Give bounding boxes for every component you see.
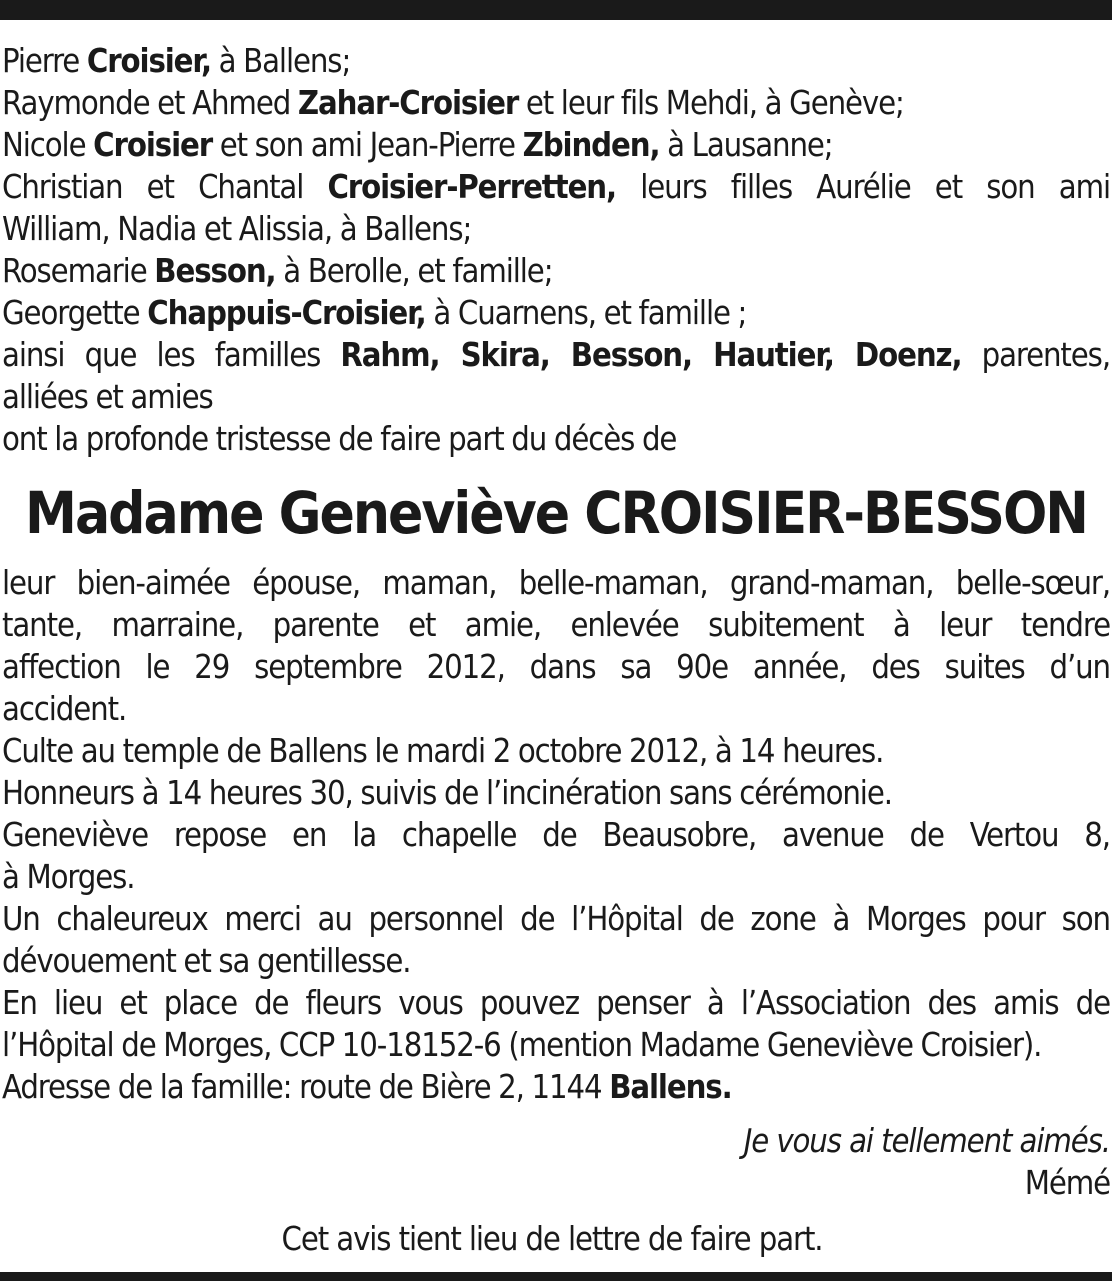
bottom-border-rule: [0, 1272, 1112, 1281]
text-run: Culte au temple de Ballens le mardi 2 octobre 2012, à 14 heures.: [2, 732, 884, 770]
bold-name: Rahm, Skira, Besson, Hautier, Doenz,: [340, 336, 962, 374]
quote-text: Je vous ai tellement aimés.: [743, 1122, 1110, 1160]
text-run: ainsi que les familles: [2, 336, 341, 374]
text-run: Rosemarie: [2, 252, 155, 290]
text-run: parentes,: [961, 336, 1111, 374]
text-run: dévouement et sa gentillesse.: [2, 942, 411, 980]
text-run: Nicole: [2, 126, 94, 164]
quote-signature: Mémé: [1024, 1164, 1110, 1202]
body-line: [2, 898, 1110, 940]
text-run: l’Hôpital de Morges, CCP 10-18152-6 (mention Madame Geneviève Croisier).: [2, 1026, 1042, 1064]
family-line: [2, 40, 1110, 82]
text-run: Un chaleureux merci au personnel de l’Hôpital de zone à Morges pour son: [2, 900, 1110, 938]
text-run: et son ami Jean-Pierre: [212, 126, 523, 164]
family-line: [2, 166, 1110, 208]
text-run: tante, marraine, parente et amie, enlevée subitement à leur tendre: [2, 606, 1110, 644]
text-run: et leur fils Mehdi, à Genève;: [518, 84, 904, 122]
text-run: à Berolle, et famille;: [275, 252, 553, 290]
body-line: [2, 772, 1110, 814]
family-line: [2, 124, 1110, 166]
family-list: [2, 40, 1110, 460]
bold-name: Besson,: [154, 252, 276, 290]
family-line: [2, 208, 1110, 250]
bold-name: Ballens.: [609, 1068, 732, 1106]
family-line: [2, 292, 1110, 334]
body-line: [2, 646, 1110, 688]
text-run: Christian et Chantal: [2, 168, 328, 206]
closing-quote: [744, 1120, 1110, 1204]
text-run: à Ballens;: [210, 42, 351, 80]
text-run: Raymonde et Ahmed: [2, 84, 298, 122]
deceased-name-heading: Madame Geneviève CROISIER-BESSON: [25, 479, 1087, 547]
family-line: [2, 376, 1110, 418]
body-line: [2, 982, 1110, 1024]
notice-line: [0, 1218, 1112, 1260]
body-line: [2, 940, 1110, 982]
body-line: [2, 730, 1110, 772]
text-run: Pierre: [2, 42, 87, 80]
text-run: à Cuarnens, et famille ;: [425, 294, 747, 332]
bold-name: Croisier,: [86, 42, 211, 80]
text-run: leur bien-aimée épouse, maman, belle-maman, grand-maman, belle-sœur,: [2, 564, 1110, 602]
text-run: Geneviève repose en la chapelle de Beausobre, avenue de Vertou 8,: [2, 816, 1110, 854]
bold-name: Croisier-Perretten,: [327, 168, 617, 206]
text-run: ont la profonde tristesse de faire part du décès de: [2, 420, 677, 458]
body-line: [2, 562, 1110, 604]
bold-name: Zahar-Croisier: [297, 84, 519, 122]
notice-text: Cet avis tient lieu de lettre de faire part.: [281, 1220, 823, 1258]
bold-name: Croisier: [93, 126, 213, 164]
family-line: [2, 334, 1110, 376]
text-run: à Lausanne;: [659, 126, 833, 164]
text-run: William, Nadia et Alissia, à Ballens;: [2, 210, 472, 248]
body-line: [2, 604, 1110, 646]
obituary-body: [2, 562, 1110, 1108]
text-run: affection le 29 septembre 2012, dans sa 90e année, des suites d’un: [2, 648, 1110, 686]
text-run: à Morges.: [2, 858, 135, 896]
text-run: leurs filles Aurélie et son ami: [616, 168, 1110, 206]
body-line: [2, 1066, 1110, 1108]
body-line: [2, 814, 1110, 856]
body-line: [2, 1024, 1110, 1066]
text-run: accident.: [2, 690, 127, 728]
text-run: Georgette: [2, 294, 148, 332]
family-line: [2, 418, 1110, 460]
body-line: [2, 688, 1110, 730]
text-run: Honneurs à 14 heures 30, suivis de l’incinération sans cérémonie.: [2, 774, 892, 812]
body-line: [2, 856, 1110, 898]
bold-name: Chappuis-Croisier,: [147, 294, 426, 332]
family-line: [2, 250, 1110, 292]
text-run: En lieu et place de fleurs vous pouvez penser à l’Association des amis de: [2, 984, 1110, 1022]
bold-name: Zbinden,: [522, 126, 660, 164]
family-line: [2, 82, 1110, 124]
top-border-rule: [0, 0, 1112, 20]
text-run: Adresse de la famille: route de Bière 2, 1144: [2, 1068, 610, 1106]
text-run: alliées et amies: [2, 378, 213, 416]
